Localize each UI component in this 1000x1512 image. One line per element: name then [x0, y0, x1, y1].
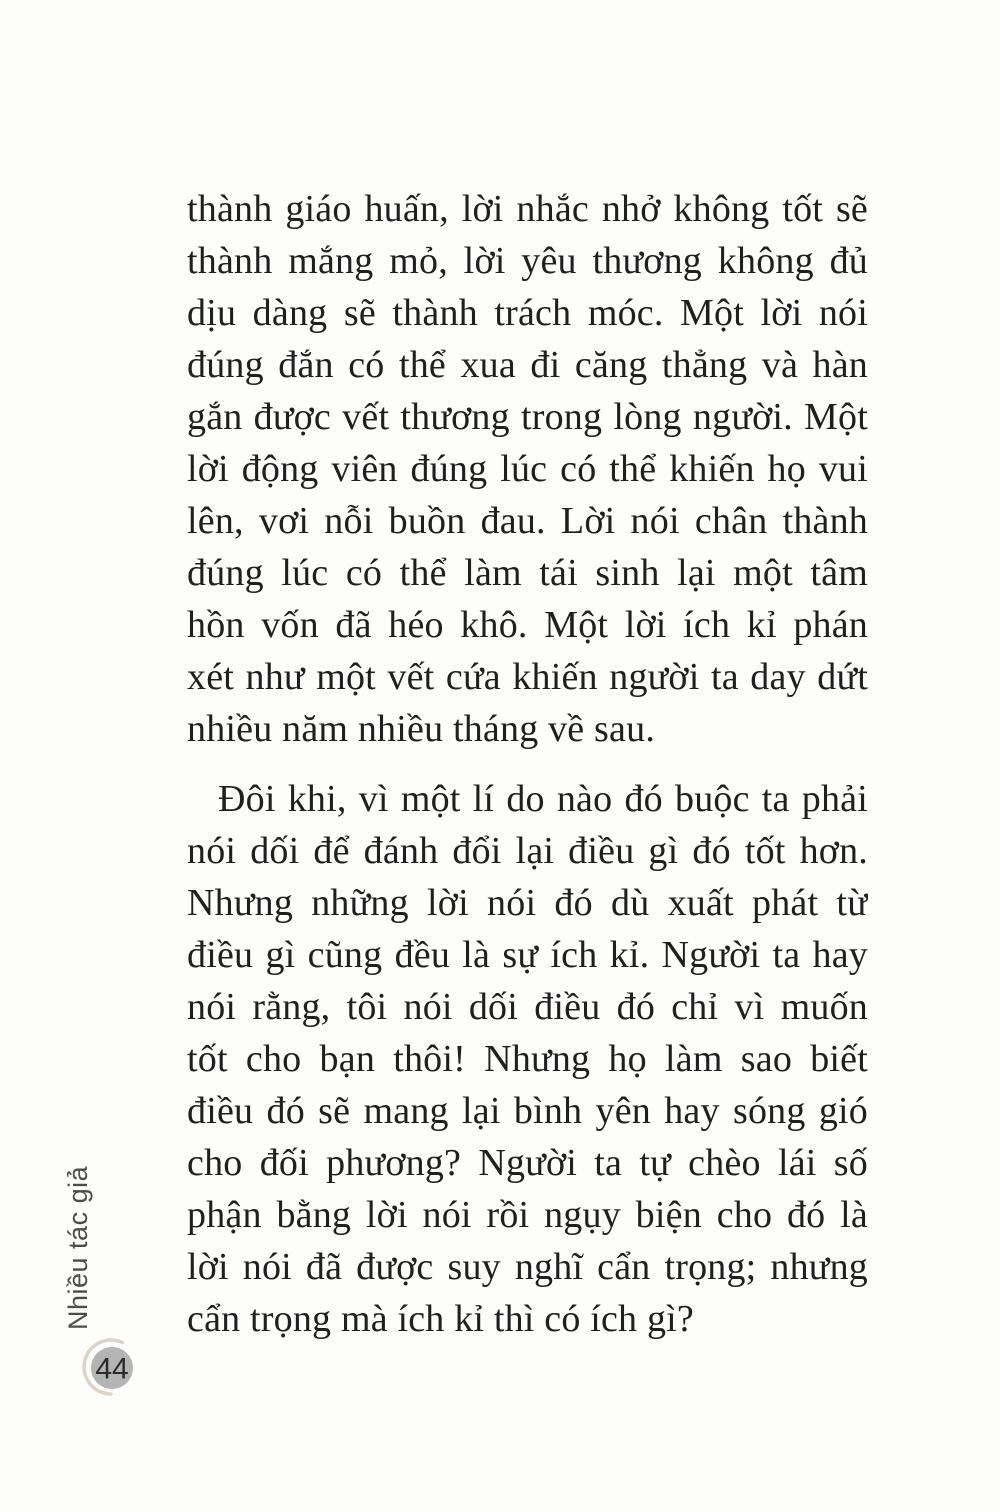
- paragraph: [187, 183, 868, 755]
- text-line: điều đó sẽ mang lại bình yên hay sóng gió: [187, 1090, 868, 1132]
- text-line: lời động viên đúng lúc có thể khiến họ vui: [187, 448, 868, 490]
- text-line: thành mắng mỏ, lời yêu thương không đủ: [187, 240, 868, 282]
- page-text: [187, 183, 868, 1345]
- text-line: lên, vơi nỗi buồn đau. Lời nói chân thành: [187, 500, 868, 542]
- text-line: Đôi khi, vì một lí do nào đó buộc ta phải: [218, 778, 868, 820]
- text-line: cẩn trọng mà ích kỉ thì có ích gì?: [187, 1298, 694, 1340]
- text-line: dịu dàng sẽ thành trách móc. Một lời nói: [187, 292, 868, 334]
- text-line: đúng đắn có thể xua đi căng thẳng và hàn: [187, 344, 868, 386]
- text-line: hồn vốn đã héo khô. Một lời ích kỉ phán: [187, 604, 868, 646]
- text-line: điều gì cũng đều là sự ích kỉ. Người ta hay: [187, 934, 868, 976]
- text-line: nói dối để đánh đổi lại điều gì đó tốt hơn.: [187, 830, 868, 872]
- text-line: thành giáo huấn, lời nhắc nhở không tốt sẽ: [187, 188, 868, 230]
- text-line: nói rằng, tôi nói dối điều đó chỉ vì muốn: [187, 986, 868, 1028]
- text-line: Nhưng những lời nói đó dù xuất phát từ: [187, 882, 868, 924]
- text-line: tốt cho bạn thôi! Nhưng họ làm sao biết: [187, 1038, 868, 1080]
- text-line: lời nói đã được suy nghĩ cẩn trọng; nhưng: [187, 1246, 868, 1288]
- text-line: đúng lúc có thể làm tái sinh lại một tâm: [187, 552, 868, 594]
- text-line: cho đối phương? Người ta tự chèo lái số: [187, 1142, 868, 1184]
- text-line: phận bằng lời nói rồi ngụy biện cho đó là: [187, 1194, 868, 1236]
- text-line: nhiều năm nhiều tháng về sau.: [187, 708, 656, 750]
- text-line: xét như một vết cứa khiến người ta day dứt: [187, 656, 868, 698]
- paragraph: [187, 773, 868, 1345]
- text-line: gắn được vết thương trong lòng người. Một: [187, 396, 868, 438]
- page-number: 44: [95, 1352, 129, 1386]
- sidebar-author-label: Nhiều tác giả: [63, 1165, 93, 1330]
- page-number-badge: [70, 1330, 150, 1410]
